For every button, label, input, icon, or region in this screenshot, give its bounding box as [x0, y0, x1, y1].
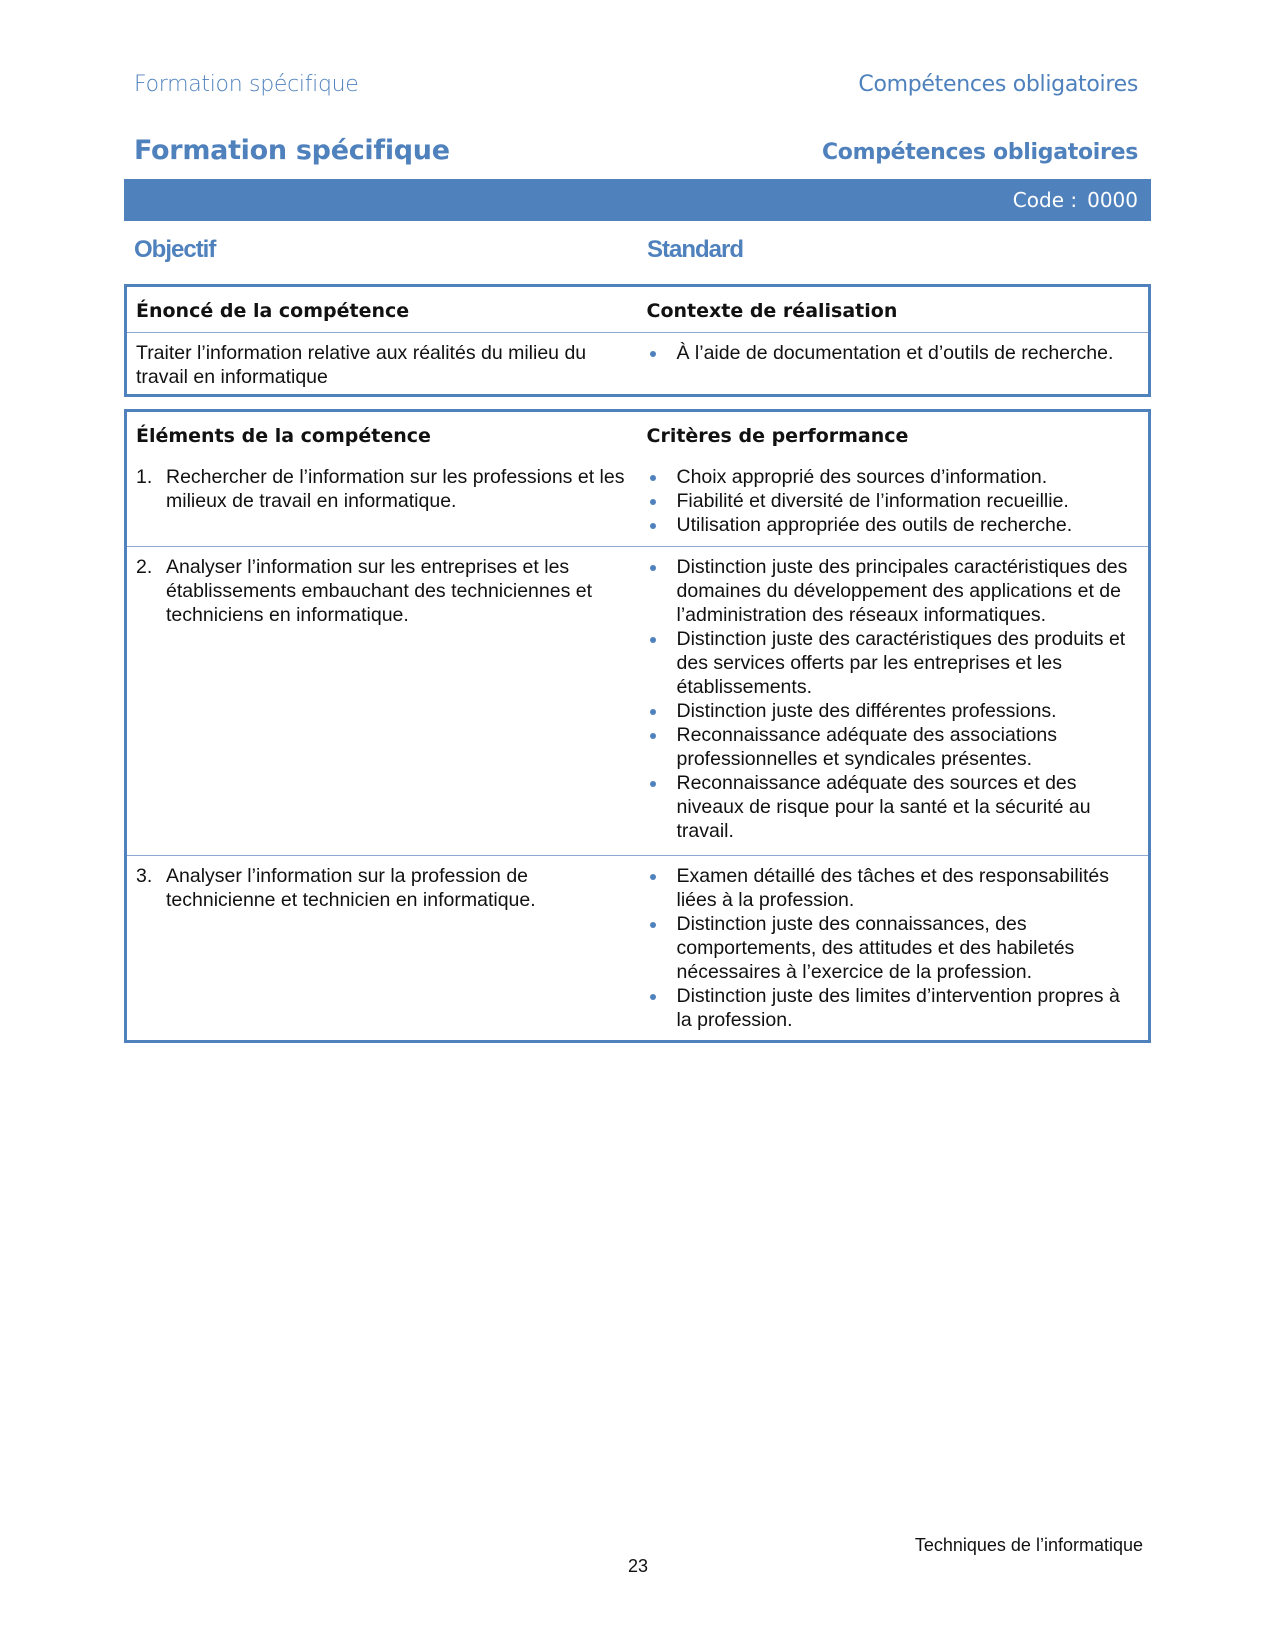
criterion-item: Distinction juste des principales caractéristiques des domaines du développement des applications et de l’administration des réseaux informatiques. — [647, 555, 1140, 627]
criterion-item: Distinction juste des connaissances, des comportements, des attitudes et des habiletés nécessaires à l’exercice de la profession. — [647, 912, 1140, 984]
page-subtitle: Compétences obligatoires — [821, 140, 1138, 165]
context-item: À l’aide de documentation et d’outils de recherche. — [647, 341, 1140, 365]
running-header-left: Formation spécifique — [134, 72, 359, 97]
criterion-item: Distinction juste des caractéristiques des produits et des services offerts par les entreprises et les établissements. — [647, 627, 1140, 699]
element-number: 1. — [136, 466, 153, 488]
code-label: Code : — [1012, 188, 1078, 212]
elements-header: Éléments de la compétence — [136, 425, 431, 447]
criterion-item: Examen détaillé des tâches et des responsabilités liées à la profession. — [647, 864, 1140, 912]
criterion-item: Distinction juste des différentes professions. — [647, 699, 1140, 723]
footer-program: Techniques de l’informatique — [914, 1535, 1143, 1555]
criterion-item: Reconnaissance adéquate des associations professionnelles et syndicales présentes. — [647, 723, 1140, 771]
element-text: Analyser l’information sur la profession de technicienne et technicien en informatique. — [166, 864, 536, 911]
criterion-item: Utilisation appropriée des outils de recherche. — [647, 513, 1140, 537]
page-number: 23 — [628, 1556, 649, 1576]
statement-table — [124, 284, 1151, 397]
criterion-item: Distinction juste des limites d’intervention propres à la profession. — [647, 984, 1140, 1032]
element-text: Analyser l’information sur les entreprises et les établissements embauchant des techniciennes et techniciens en informatique. — [166, 555, 593, 626]
section-objectif: Objectif — [134, 236, 216, 263]
section-standard: Standard — [647, 236, 744, 263]
element-text: Rechercher de l’information sur les professions et les milieux de travail en informatique. — [166, 466, 625, 512]
table-row — [126, 457, 1150, 546]
context-header: Contexte de réalisation — [646, 300, 898, 322]
code-bar — [124, 179, 1151, 221]
element-number: 3. — [136, 864, 153, 887]
statement-text: Traiter l’information relative aux réalités du milieu du travail en informatique — [126, 333, 638, 396]
page-title: Formation spécifique — [134, 135, 450, 166]
criterion-item: Fiabilité et diversité de l’information recueillie. — [647, 489, 1140, 513]
table-row — [126, 855, 1150, 1041]
running-header-right: Compétences obligatoires — [858, 72, 1138, 97]
statement-header: Énoncé de la compétence — [136, 300, 410, 322]
code-value: 0000 — [1087, 188, 1138, 212]
elements-table — [124, 409, 1151, 1043]
criteria-header: Critères de performance — [646, 425, 909, 447]
criterion-item: Reconnaissance adéquate des sources et des niveaux de risque pour la santé et la sécurité au travail. — [647, 771, 1140, 843]
table-row — [126, 546, 1150, 855]
criterion-item: Choix approprié des sources d’information. — [647, 465, 1140, 489]
element-number: 2. — [136, 555, 153, 578]
